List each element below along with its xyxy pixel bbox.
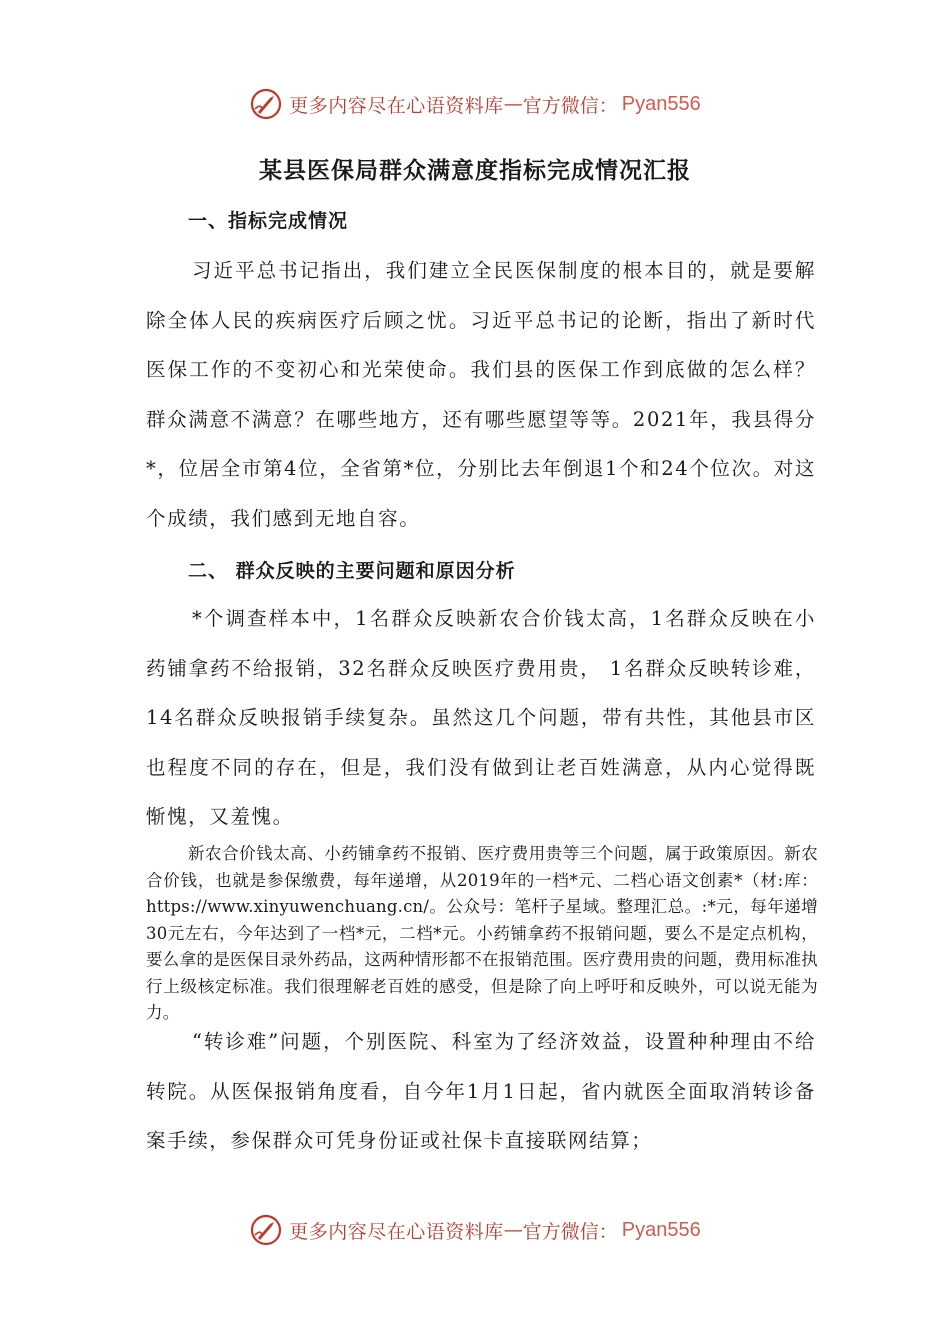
footer-banner <box>0 1210 950 1250</box>
banner-slogan: 更多内容尽在心语资料库 <box>289 94 504 117</box>
section2-paragraph-3: “转诊难”问题，个别医院、科室为了经济效益，设置种种理由不给转院。从医保报销角度看，自今年1月1日起，省内就医全面取消转诊备案手续，参保群众可凭身份证或社保卡直接联网结算； <box>146 1030 816 1152</box>
section2-heading: 二、 群众反映的主要问题和原因分析 <box>188 560 516 582</box>
footer-wechat-id: Pyan556 <box>621 1218 701 1241</box>
section2-paragraph-2: 新农合价钱太高、小药铺拿药不报销、医疗费用贵等三个问题，属于政策原因。新农合价钱，也就是参保缴费，每年递增，从2019年的一档*元、二档心语文创素*（材:库：https://www.xinyuwenchuang.cn/。公众号：笔杆子星域。整理汇总。:*元，每年递增30元左右，今年达到了一档*元，二档*元。小药铺拿药不报销问题，要么不是定点机构，要么拿的是医保目录外药品，这两种情形都不在报销范围。医疗费用贵的问题，费用标准执行上级核定标准。我们很理解老百姓的感受，但是除了向上呼吁和反映外，可以说无能为力。 <box>146 844 818 1022</box>
section1-heading: 一、指标完成情况 <box>188 210 349 232</box>
section1-paragraph: 习近平总书记指出，我们建立全民医保制度的根本目的，就是要解除全体人民的疾病医疗后顾之忧。习近平总书记的论断，指出了新时代医保工作的不变初心和光荣使命。我们县的医保工作到底做的怎么样？群众满意不满意？在哪些地方，还有哪些愿望等等。2021年，我县得分*，位居全市第4位，全省第*位，分别比去年倒退1个和24个位次。对这个成绩，我们感到无地自容。 <box>146 259 816 530</box>
footer-brand: 官方微信： <box>522 1220 618 1243</box>
banner-wechat-id: Pyan556 <box>621 92 701 115</box>
header-banner <box>0 84 950 124</box>
section2-paragraph-1: *个调查样本中，1名群众反映新农合价钱太高，1名群众反映在小药铺拿药不给报销，32名群众反映医疗费用贵， 1名群众反映转诊难，14名群众反映报销手续复杂。虽然这几个问题，带有共性，其他县市区也程度不同的存在，但是，我们没有做到让老百姓满意，从内心觉得既惭愧，又羞愧。 <box>146 607 816 828</box>
footer-slogan: 更多内容尽在心语资料库 <box>289 1220 504 1243</box>
pen-nib-logo-icon <box>249 87 283 121</box>
footer-dash: — <box>503 1219 523 1241</box>
banner-dash: — <box>503 93 523 115</box>
pen-nib-logo-icon <box>249 1213 283 1247</box>
page-title: 某县医保局群众满意度指标完成情况汇报 <box>259 157 691 184</box>
banner-brand: 官方微信： <box>522 94 618 117</box>
